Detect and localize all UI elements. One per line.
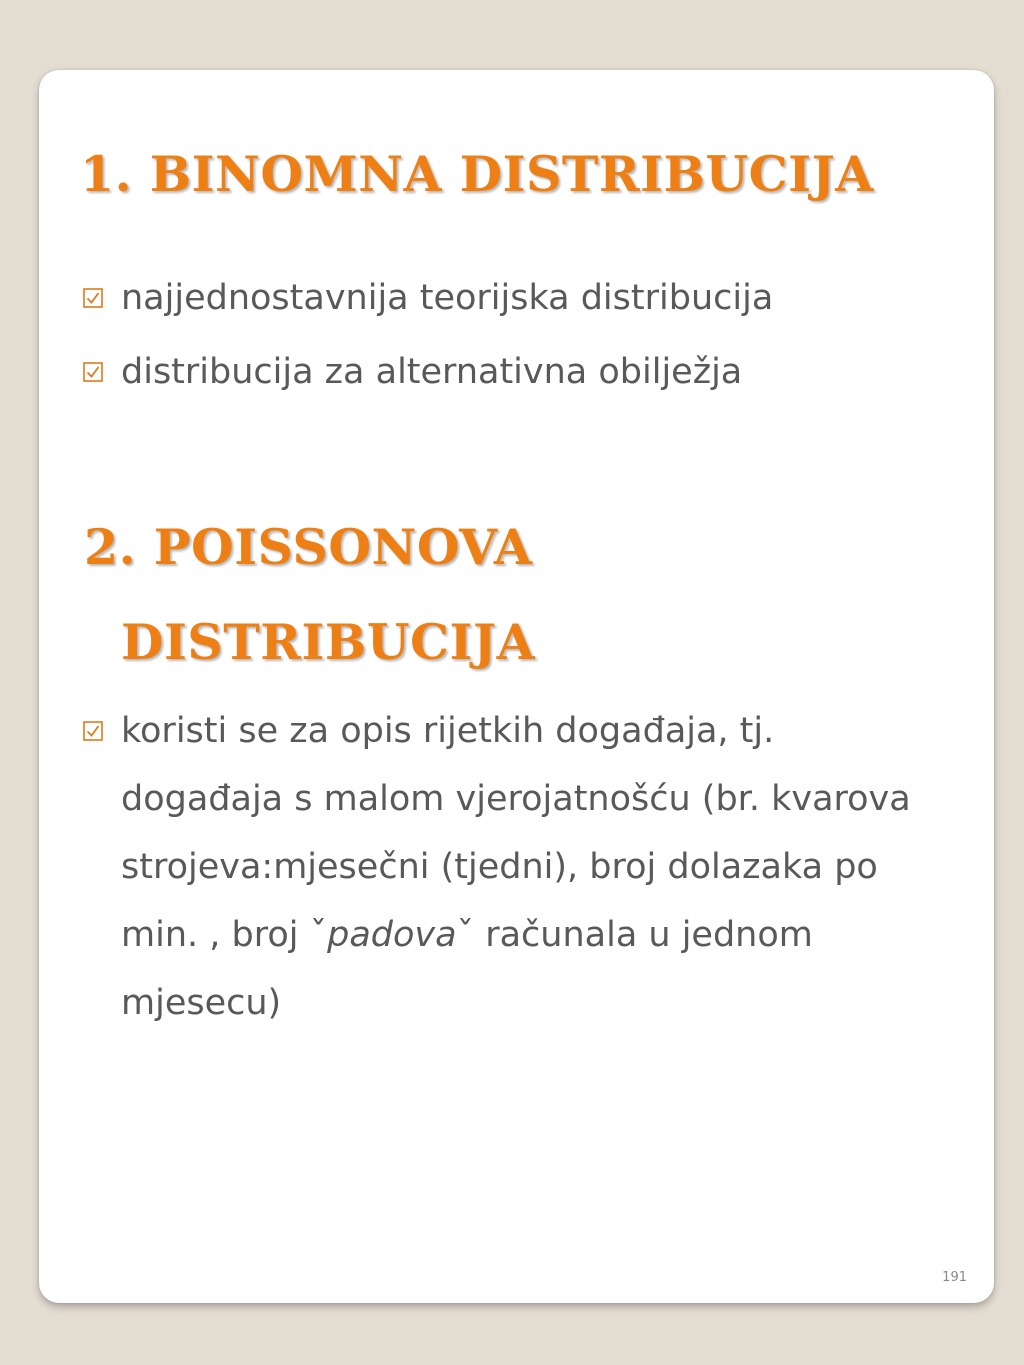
checkbox-checked-icon [83, 278, 107, 318]
heading-binomna: 1. BINOMNA DISTRIBUCIJA [80, 145, 874, 203]
bullet-line-start: min. , broj ˇ [121, 915, 328, 955]
bullet-item [83, 352, 742, 392]
heading-poissonova: 2. POISSONOVA [84, 518, 533, 576]
bullet-item [83, 697, 911, 1037]
bullet-text: najjednostavnija teorijska distribucija [121, 278, 774, 318]
page-number: 191 [942, 1270, 967, 1285]
bullet-item [83, 278, 773, 318]
bullet-line [121, 901, 911, 969]
slide [39, 70, 994, 1303]
bullet-line: mjesecu) [121, 983, 282, 1023]
bullet-line-end: ˇ računala u jednom [456, 915, 813, 955]
checkbox-checked-icon [83, 352, 107, 392]
heading-poissonova-continued: DISTRIBUCIJA [121, 613, 536, 671]
bullet-line: događaja s malom vjerojatnošću (br. kvarova [121, 779, 911, 819]
bullet-line: koristi se za opis rijetkih događaja, tj. [121, 711, 775, 751]
bullet-line: strojeva:mjesečni (tjedni), broj dolazaka po [121, 847, 878, 887]
bullet-text: distribucija za alternativna obilježja [121, 352, 743, 392]
bullet-paragraph [121, 697, 911, 1037]
italic-word: padova [327, 915, 457, 955]
checkbox-checked-icon [83, 697, 107, 765]
